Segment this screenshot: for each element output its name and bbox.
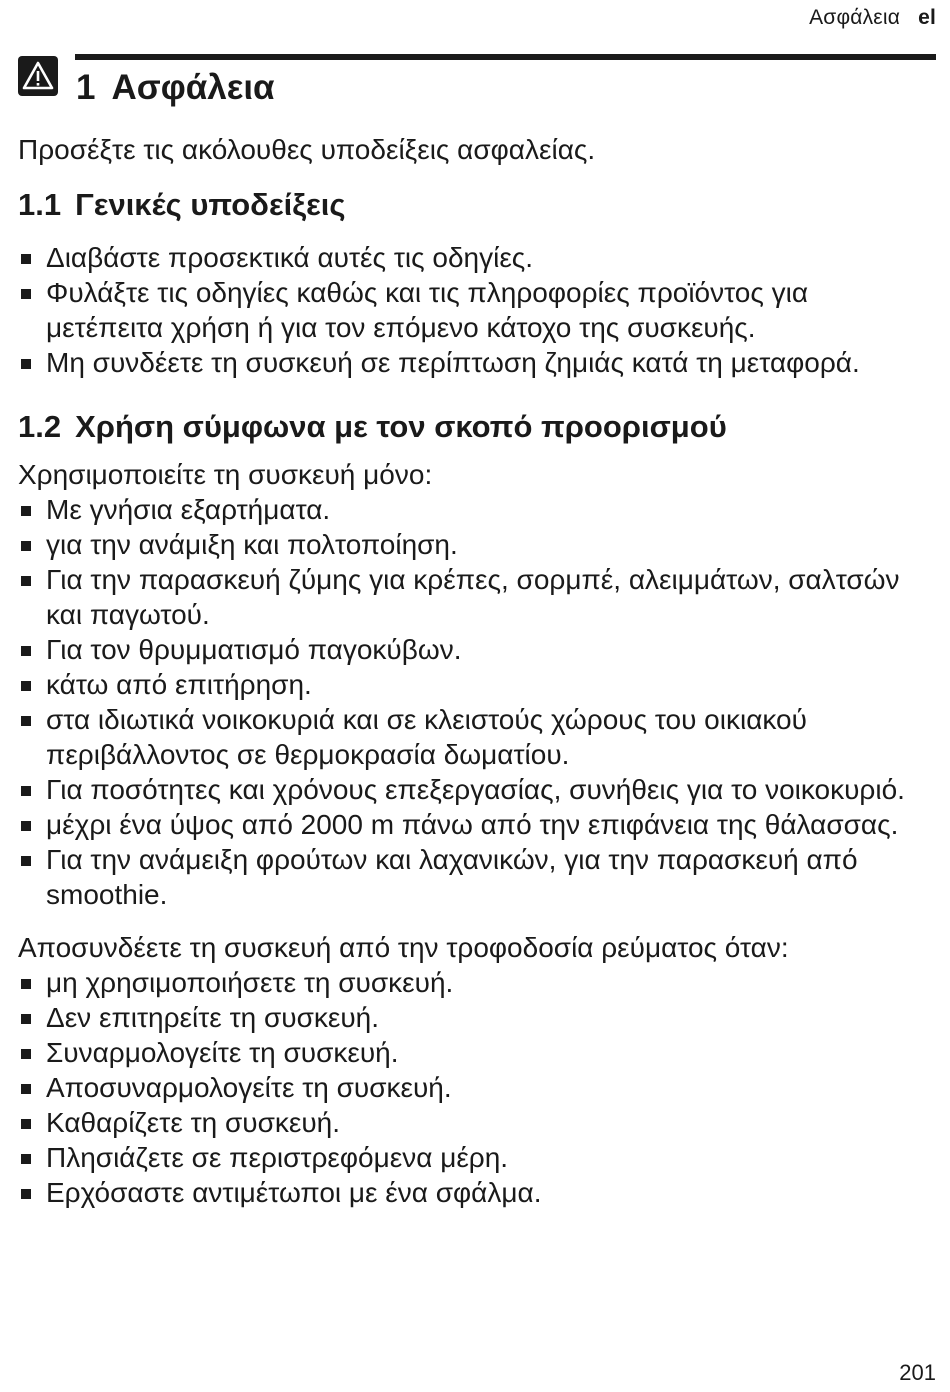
list-item: Συναρμολογείτε τη συσκευή. <box>18 1035 930 1070</box>
section-1-number: 1.1 <box>18 187 62 222</box>
section-1-heading <box>18 185 930 225</box>
list-item: Αποσυναρμολογείτε τη συσκευή. <box>18 1070 930 1105</box>
list-item: κάτω από επιτήρηση. <box>18 667 930 702</box>
running-header-title: Ασφάλεια <box>809 6 901 29</box>
list-item: Δεν επιτηρείτε τη συσκευή. <box>18 1000 930 1035</box>
section-2-title: Χρήση σύμφωνα με τον σκοπό προορισμού <box>75 409 727 444</box>
list-item: στα ιδιωτικά νοικοκυριά και σε κλειστούς χώρους του οικιακού περιβάλλοντος σε θερμοκρασία δωματίου. <box>18 702 930 772</box>
list-item: για την ανάμιξη και πολτοποίηση. <box>18 527 930 562</box>
page-content <box>18 132 930 1210</box>
list-item: Για ποσότητες και χρόνους επεξεργασίας, συνήθεις για το νοικοκυριό. <box>18 772 930 807</box>
list-item: Με γνήσια εξαρτήματα. <box>18 492 930 527</box>
chapter-title <box>76 66 275 110</box>
list-item: Ερχόσαστε αντιμέτωποι με ένα σφάλμα. <box>18 1175 930 1210</box>
running-header-lang: el <box>918 6 936 29</box>
chapter-title-text: Ασφάλεια <box>111 68 275 107</box>
list-item: Διαβάστε προσεκτικά αυτές τις οδηγίες. <box>18 240 930 275</box>
section-1-title: Γενικές υποδείξεις <box>75 187 346 222</box>
page-number: 201 <box>899 1360 936 1385</box>
intro-text: Προσέξτε τις ακόλουθες υποδείξεις ασφαλείας. <box>18 134 596 165</box>
list-item: μη χρησιμοποιήσετε τη συσκευή. <box>18 965 930 1000</box>
section-2-list <box>18 492 930 912</box>
list-item: Μη συνδέετε τη συσκευή σε περίπτωση ζημιάς κατά τη μεταφορά. <box>18 345 930 380</box>
list-item: Για την παρασκευή ζύμης για κρέπες, σορμπέ, αλειμμάτων, σαλτσών και παγωτού. <box>18 562 930 632</box>
list-item: μέχρι ένα ύψος από 2000 m πάνω από την επιφάνεια της θάλασσας. <box>18 807 930 842</box>
list-item: Για τον θρυμματισμό παγοκύβων. <box>18 632 930 667</box>
section-2-lead-2: Αποσυνδέετε τη συσκευή από την τροφοδοσία ρεύματος όταν: <box>18 932 789 963</box>
chapter-number: 1 <box>76 68 96 107</box>
list-item: Πλησιάζετε σε περιστρεφόμενα μέρη. <box>18 1140 930 1175</box>
list-item: Φυλάξτε τις οδηγίες καθώς και τις πληροφορίες προϊόντος για μετέπειτα χρήση ή για τον επόμενο κάτοχο της συσκευής. <box>18 275 930 345</box>
chapter-rule <box>75 54 936 60</box>
section-1-list <box>18 240 930 380</box>
warning-triangle-icon <box>18 56 58 96</box>
list-item: Καθαρίζετε τη συσκευή. <box>18 1105 930 1140</box>
section-2-list-2 <box>18 965 930 1210</box>
section-2-heading <box>18 407 930 447</box>
list-item: Για την ανάμειξη φρούτων και λαχανικών, για την παρασκευή από smoothie. <box>18 842 930 912</box>
running-header <box>809 6 936 30</box>
section-2-number: 1.2 <box>18 409 62 444</box>
section-2-lead: Χρησιμοποιείτε τη συσκευή μόνο: <box>18 459 433 490</box>
